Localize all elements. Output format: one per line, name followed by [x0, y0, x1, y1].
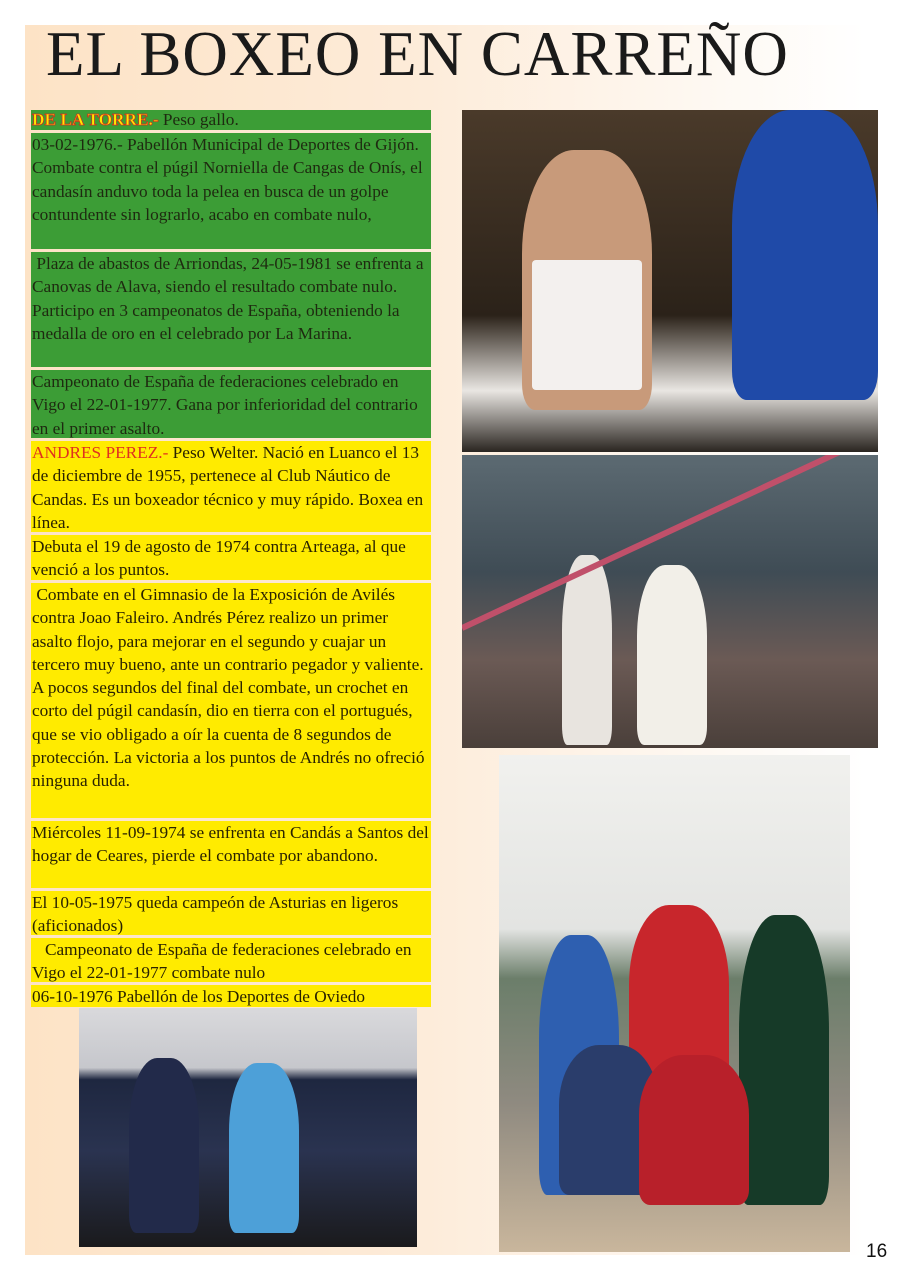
paragraph: Campeonato de España de federaciones celebrado en Vigo el 22-01-1977. Gana por inferioridad del contrario en el primer asalto.	[31, 370, 431, 438]
photo-boxer-in-ring-corner	[462, 455, 878, 748]
de-la-torre-heading	[31, 110, 431, 130]
paragraph: Debuta el 19 de agosto de 1974 contra Arteaga, al que venció a los puntos.	[31, 535, 431, 580]
boxer-name: DE LA TORRE.-	[32, 110, 159, 129]
paragraph: Miércoles 11-09-1974 se enfrenta en Candás a Santos del hogar de Ceares, pierde el combate por abandono.	[31, 821, 431, 888]
boxer-name: ANDRES PEREZ.-	[32, 443, 169, 462]
boxer-weight: Peso gallo.	[158, 110, 239, 129]
paragraph: Campeonato de España de federaciones celebrado en Vigo el 22-01-1977 combate nulo	[31, 938, 431, 982]
page-number: 16	[866, 1241, 888, 1262]
paragraph: 06-10-1976 Pabellón de los Deportes de Oviedo	[31, 985, 431, 1007]
photo-group-of-boxers	[499, 755, 850, 1252]
paragraph: Plaza de abastos de Arriondas, 24-05-1981 se enfrenta a Canovas de Alava, siendo el resultado combate nulo. Participo en 3 campeonatos de España, obteniendo la medalla de oro en el celebrado por La Marina.	[31, 252, 431, 367]
photo-boxing-training	[79, 1008, 417, 1247]
paragraph: 03-02-1976.- Pabellón Municipal de Deportes de Gijón. Combate contra el púgil Norniella de Cangas de Onís, el candasín anduvo toda la pelea en busca de un golpe contundente sin lograrlo, acabo en combate nulo,	[31, 133, 431, 249]
andres-perez-heading	[31, 441, 431, 532]
photo-boxer-with-coach-ring	[462, 110, 878, 452]
page-title: EL BOXEO EN CARREÑO	[46, 19, 789, 89]
boxer-intro: Peso Welter. Nació en Luanco el 13 de diciembre de 1955, pertenece al Club Náutico de Candas. Es un boxeador técnico y muy rápido. Boxea en línea.	[32, 443, 428, 532]
paragraph: Combate en el Gimnasio de la Exposición de Avilés contra Joao Faleiro. Andrés Pérez realizo un primer asalto flojo, para mejorar en el segundo y cuajar un tercero muy bueno, ante un contrario pegador y valiente. A pocos segundos del final del combate, un crochet en corto del púgil candasín, dio en tierra con el portugués, que se vio obligado a oír la cuenta de 8 segundos de protección. La victoria a los puntos de Andrés no ofreció ninguna duda.	[31, 583, 431, 818]
paragraph: El 10-05-1975 queda campeón de Asturias en ligeros (aficionados)	[31, 891, 431, 935]
